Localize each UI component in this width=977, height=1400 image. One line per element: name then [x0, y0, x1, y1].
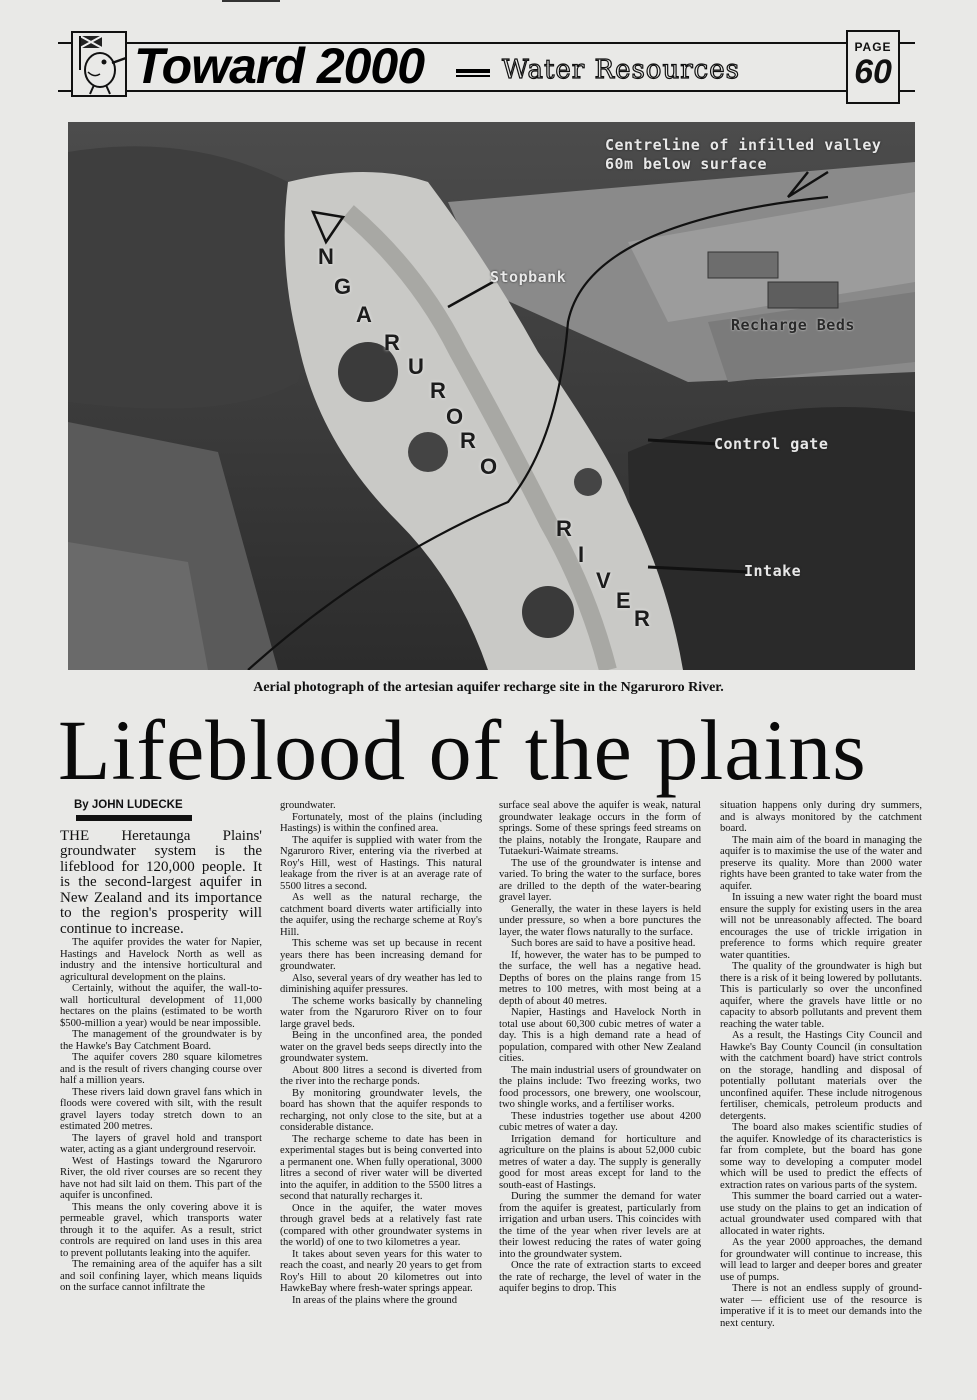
river-letter: O	[446, 404, 464, 429]
paragraph: The layers of gravel hold and transport water, acting as a giant underground reservoir.	[60, 1132, 262, 1155]
aerial-photo-illustration	[68, 122, 915, 670]
paragraph: Being in the unconfined area, the ponded water on the gravel beds seeps directly into the groundwater system.	[280, 1030, 482, 1064]
river-letter: E	[616, 588, 631, 613]
river-letter: A	[356, 302, 372, 327]
kiwi-mascot-logo	[68, 30, 130, 100]
paragraph: The main aim of the board in managing the aquifer is to maximise the use of the water and preserve its quality. More than 2000 water rights have been granted to take water from the aquifer.	[720, 834, 922, 892]
paragraph: The use of the groundwater is intense and varied. To bring the water to the surface, bores are drilled to the depth of the water-bearing gravel layer.	[499, 857, 701, 903]
paragraph: The board also makes scientific studies of the aquifer. Knowledge of its characteristics is far from complete, but the board has gone some way to developing a computer model which will be used to predict the effects of extraction rates on various parts of the system.	[720, 1122, 922, 1191]
paragraph: The main industrial users of groundwater on the plains include: Two freezing works, two food processors, one brewery, one woolscour, two shingle works, and a fertiliser works.	[499, 1064, 701, 1110]
paragraph: Napier, Hastings and Havelock North in total use about 60,300 cubic metres of water a day. This is a high demand rate a head of population, compared with other New Zealand cities.	[499, 1007, 701, 1064]
page-number-box	[846, 30, 900, 104]
article-headline: Lifeblood of the plains	[58, 702, 867, 798]
river-letter: U	[408, 354, 424, 379]
paragraph: Once in the aquifer, the water moves through gravel beds at a relatively fast rate (compared with other groundwater systems in the world) of one to two kilometres a year.	[280, 1202, 482, 1248]
photo-caption: Aerial photograph of the artesian aquifer recharge site in the Ngaruroro River.	[253, 680, 724, 695]
page-number: 60	[854, 53, 892, 91]
aerial-photograph	[68, 122, 915, 670]
paragraph: groundwater.	[280, 800, 336, 811]
paragraph: This summer the board carried out a water-use study on the plains to get an indication of actual groundwater used compared with that allocated in water rights.	[720, 1191, 922, 1237]
paragraph: Fortunately, most of the plains (including Hastings) is within the confined area.	[280, 811, 482, 834]
paragraph: situation happens only during dry summers, and is always monitored by the catchment board.	[720, 800, 922, 834]
paragraph: About 800 litres a second is diverted from the river into the recharge ponds.	[280, 1064, 482, 1087]
river-letter: G	[334, 274, 352, 299]
title-dash-thin	[456, 75, 490, 77]
byline: By JOHN LUDECKE	[74, 799, 183, 811]
section-subtitle: Water Resources	[502, 55, 740, 85]
label-centreline-1: Centreline of infilled valley	[605, 136, 882, 154]
top-rule	[222, 0, 280, 2]
paragraph: Once the rate of extraction starts to exceed the rate of recharge, the level of water in the aquifer begins to drop. This	[499, 1260, 701, 1294]
paragraph: Such bores are said to have a positive head.	[511, 938, 696, 949]
byline-bar	[76, 815, 192, 821]
paragraph: These industries together use about 4200 cubic metres of water a day.	[499, 1110, 701, 1133]
paragraph: The recharge scheme to date has been in experimental stages but is being converted into a permanent one. When fully operational, 3000 litres a second of river water will be diverted into the aquifer, in addition to the 5500 litres a second that naturally recharges it.	[280, 1133, 482, 1202]
river-letter: I	[578, 542, 585, 567]
paragraph: During the summer the demand for water from the aquifer is greatest, particularly from irrigation and urban users. This coincides with the time of the year when river levels are at their lowest reducing the rates of water going into the groundwater system.	[499, 1191, 701, 1260]
paragraph: It takes about seven years for this water to reach the coast, and nearly 20 years to get from Roy's Hill to about 20 kilometres out into HawkeBay where fresh-water springs appear.	[280, 1248, 482, 1294]
title-dash	[456, 69, 490, 73]
page-label: PAGE	[854, 40, 892, 54]
paragraph: The management of the groundwater is by the Hawke's Bay Catchment Board.	[60, 1029, 262, 1052]
paragraph: surface seal above the aquifer is weak, natural groundwater leakage occurs in the form of springs. Some of these springs feed streams on the plains, notably the Irongate, Raupare and Tutaekuri-Waimate streams.	[499, 800, 701, 857]
paragraph: This means the only covering above it is permeable gravel, which transports water through it to the aquifer. As a result, strict controls are required on land uses in this area to prevent pollutants leaking into the aquifer.	[60, 1201, 262, 1259]
river-letter: R	[384, 330, 400, 355]
label-intake: Intake	[744, 562, 802, 580]
paragraph: As a result, the Hastings City Council and Hawke's Bay County Council (in consultation with the catchment board) have strict controls on the storage, handling and disposal of potentially pollutant materials over the unconfined aquifer. These include nitrogenous fertiliser, chemicals, petroleum products and detergents.	[720, 1030, 922, 1122]
lede-paragraph: THE Heretaunga Plains' groundwater system is the lifeblood for 120,000 people. It is the second-largest aquifer in New Zealand and its importance to the region's prosperity will continue to increase.	[60, 827, 262, 937]
river-letter: N	[318, 244, 334, 269]
article-column-2	[280, 800, 482, 1306]
paragraph: In issuing a new water right the board must ensure the supply for existing users in the area will not be unreasonably affected. The board encourages the use of trickle irrigation in preference to forms which require greater water quantities.	[720, 892, 922, 961]
paragraph: Irrigation demand for horticulture and agriculture on the plains is about 52,000 cubic metres of water a day. The supply is generally good for most areas except for land to the south-east of Hastings.	[499, 1133, 701, 1191]
paragraph: The aquifer covers 280 square kilometres and is the result of rivers changing course over half a million years.	[60, 1052, 262, 1086]
paragraph: These rivers laid down gravel fans which in floods were covered with silt, with the result gravel layers today stretch down to an estimated 200 metres.	[60, 1086, 262, 1132]
paragraph: Also, several years of dry weather has led to diminishing aquifer pressures.	[280, 972, 482, 995]
paragraph: The scheme works basically by channeling water from the Ngaruroro River on to four large gravel beds.	[280, 995, 482, 1030]
label-recharge-beds: Recharge Beds	[731, 316, 855, 334]
article-column-4	[720, 800, 922, 1329]
paragraph: If, however, the water has to be pumped to the surface, the well has a negative head. Depths of bores on the plains range from 15 metres to 100 metres, with most being at a depth of about 40 metres.	[499, 949, 701, 1007]
paragraph: Certainly, without the aquifer, the wall-to-wall horticultural development of 11,000 hectares on the plains (estimated to be worth $500-million a year) would be near impossible.	[60, 983, 262, 1029]
paragraph: The remaining area of the aquifer has a silt and soil confining layer, which means liquids on the surface cannot infiltrate the	[60, 1259, 262, 1293]
paragraph: The aquifer provides the water for Napier, Hastings and Havelock North as well as industry and the intensive horticultural and agricultural development on the plains.	[60, 937, 262, 983]
river-letter: R	[460, 428, 476, 453]
label-stopbank: Stopbank	[490, 268, 567, 286]
paragraph: In areas of the plains where the ground	[292, 1294, 458, 1306]
label-centreline-2: 60m below surface	[605, 155, 768, 173]
section-title: Toward 2000	[134, 38, 425, 94]
paragraph: There is not an endless supply of ground-water — efficient use of the resource is imperative if it is to meet our demands into the next century.	[720, 1283, 922, 1329]
paragraph: By monitoring groundwater levels, the board has shown that the aquifer responds to recharging, not only close to the site, but at a considerable distance.	[280, 1087, 482, 1133]
river-letter: V	[596, 568, 611, 593]
river-letter: R	[430, 378, 446, 403]
paragraph: This scheme was set up because in recent years there has been increasing demand for groundwater.	[280, 938, 482, 972]
paragraph: The aquifer is supplied with water from the Ngaruroro River, entering via the riverbed at Roy's Hill, west of Hastings. This natural leakage from the river is at an average rate of 5500 litres a second.	[280, 834, 482, 892]
paragraph: As the year 2000 approaches, the demand for groundwater will continue to increase, this will lead to larger and deeper bores and greater use of pumps.	[720, 1237, 922, 1283]
page-header	[58, 30, 915, 102]
river-letter: R	[634, 606, 650, 631]
paragraph: West of Hastings toward the Ngaruroro River, the old river courses are so recent they have not had silt laid on them. This part of the aquifer is unconfined.	[60, 1155, 262, 1201]
article-column-1	[60, 800, 262, 1294]
river-letter: R	[556, 516, 572, 541]
paragraph: Generally, the water in these layers is held under pressure, so when a bore punctures the layer, the water flows naturally to the surface.	[499, 903, 701, 938]
article-column-3	[499, 800, 701, 1295]
paragraph: As well as the natural recharge, the catchment board diverts water artificially into the aquifer, using the recharge scheme at Roy's Hill.	[280, 892, 482, 938]
paragraph: The quality of the groundwater is high but there is a risk of it being lowered by pollutants. This is particularly so over the unconfined aquifer, where the gravels have little or no capacity to absorb pollutants and prevent them reaching the water table.	[720, 961, 922, 1030]
label-control-gate: Control gate	[714, 435, 829, 453]
river-letter: O	[480, 454, 498, 479]
